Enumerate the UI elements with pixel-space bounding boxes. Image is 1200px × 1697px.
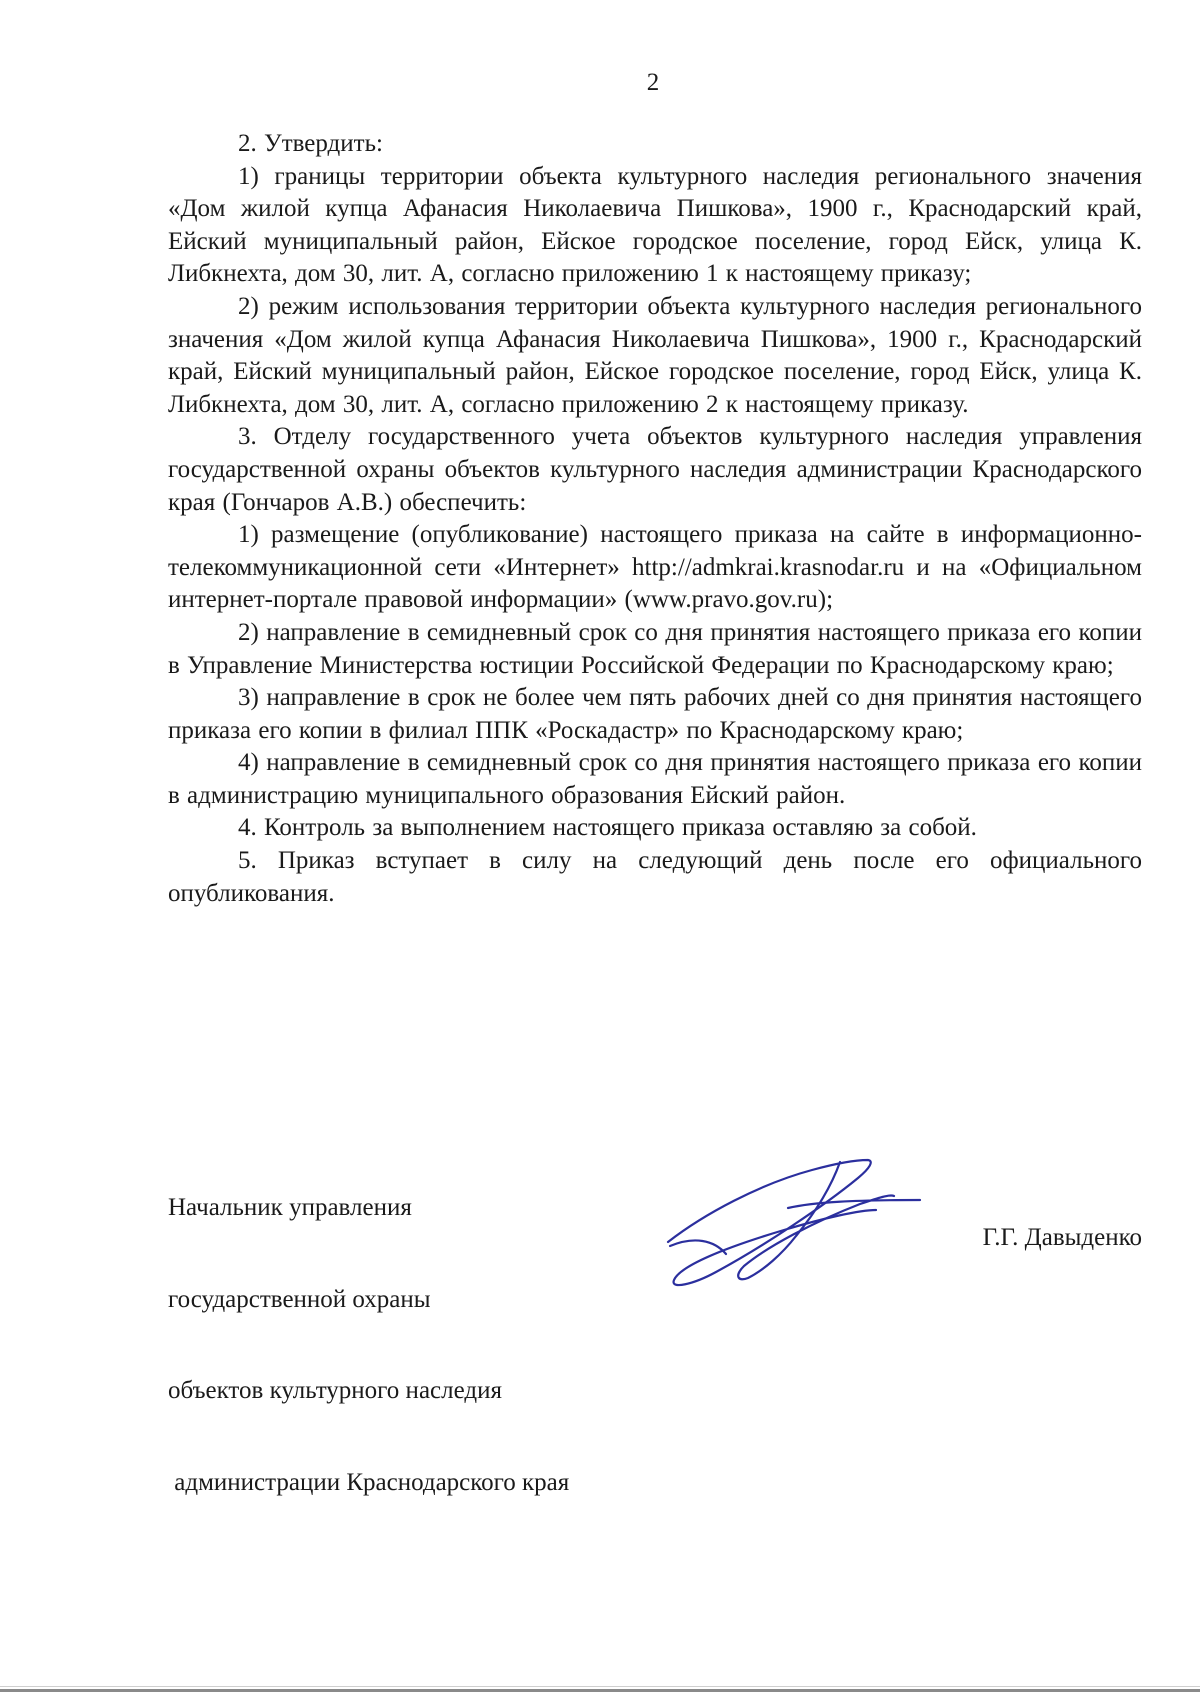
clause-3-item-4: 4) направление в семидневный срок со дня принятия настоящего приказа его копии в администрацию муниципального образования Ейский район. xyxy=(168,749,1142,809)
signatory-name: Г.Г. Давыденко xyxy=(982,1224,1142,1251)
clause-2-heading: 2. Утвердить: xyxy=(238,130,383,157)
signatory-title-line: Начальник управления xyxy=(168,1194,412,1221)
clause-3-item-2: 2) направление в семидневный срок со дня принятия настоящего приказа его копии в Управление Министерства юстиции Российской Федерации по Краснодарскому краю; xyxy=(168,618,1142,679)
scan-edge-line xyxy=(0,1686,1200,1687)
clause-3-item-3: 3) направление в срок не более чем пять рабочих дней со дня принятия настоящего приказа его копии в филиал ППК «Роскадастр» по Краснодарскому краю; xyxy=(168,684,1142,744)
clause-2-item-1: 1) границы территории объекта культурного наследия регионального значения «Дом жилой купца Афанасия Николаевича Пишкова», 1900 г., Краснодарский край, Ейский муниципальный район, Ейское городское поселение, город Ейск, улица К. Либкнехта, дом 30, лит. А, согласно приложению 1 к настоящему приказу; xyxy=(168,162,1142,288)
signatory-title-line: объектов культурного наследия xyxy=(168,1377,502,1404)
scan-edge-line xyxy=(0,1689,1200,1692)
page-number: 2 xyxy=(646,69,660,96)
clause-3-heading: 3. Отделу государственного учета объектов культурного наследия управления государственной охраны объектов культурного наследия администрации Краснодарского края (Гончаров А.В.) обеспечить: xyxy=(168,423,1142,516)
signatory-title-line: государственной охраны xyxy=(168,1285,431,1313)
clause-5: 5. Приказ вступает в силу на следующий день после его официального опубликования. xyxy=(168,847,1142,907)
clause-4: 4. Контроль за выполнением настоящего приказа оставляю за собой. xyxy=(238,814,977,842)
clause-3-item-1: 1) размещение (опубликование) настоящего приказа на сайте в информационно-телекоммуникационной сети «Интернет» http://admkrai.krasnodar.ru и на «Официальном интернет-портале правовой информации» (www.pravo.gov.ru); xyxy=(168,521,1142,614)
handwritten-signature xyxy=(664,1156,926,1292)
clause-2-item-2: 2) режим использования территории объекта культурного наследия регионального значения «Дом жилой купца Афанасия Николаевича Пишкова», 1900 г., Краснодарский край, Ейский муниципальный район, Ейское городское поселение, город Ейск, улица К. Либкнехта, дом 30, лит. А, согласно приложению 2 к настоящему приказу. xyxy=(168,292,1142,418)
document-body xyxy=(168,128,1142,910)
signature-block xyxy=(168,1132,1142,1496)
signatory-title-line: администрации Краснодарского края xyxy=(168,1468,570,1496)
signatory-title xyxy=(168,1132,569,1559)
